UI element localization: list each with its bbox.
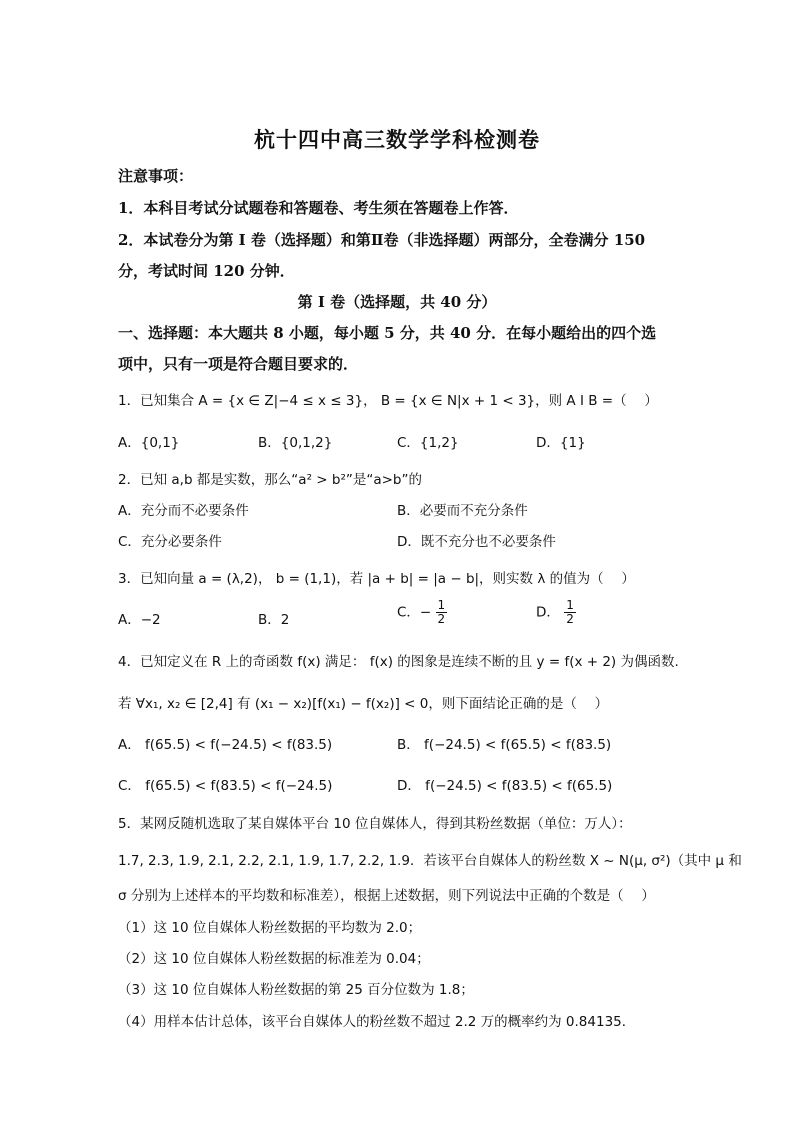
q2-option-c: C．充分必要条件 [118, 534, 222, 550]
notice-item-2b: 分，考试时间 120 分钟． [118, 262, 295, 280]
q3-option-d-fraction [564, 599, 576, 626]
q3-option-d-label: D． [536, 604, 560, 621]
section1-line1: 一、选择题：本大题共 8 小题，每小题 5 分，共 40 分．在每小题给出的四个选 [118, 324, 657, 342]
q5-line1: 5．某网反随机选取了某自媒体平台 10 位自媒体人，得到其粉丝数据（单位：万人）： [118, 816, 632, 832]
q2-stem: 2．已知 a,b 都是实数，那么“a² > b²”是“a>b”的 [118, 472, 422, 488]
q4-option-a: A． f(65.5) < f(−24.5) < f(83.5) [118, 737, 333, 753]
q4-line1: 4．已知定义在 R 上的奇函数 f(x) 满足： f(x) 的图象是连续不断的且 y = f(x + 2) 为偶函数. [118, 654, 679, 670]
q3-option-c-fraction [436, 599, 448, 626]
q5-statement-3: （3）这 10 位自媒体人粉丝数据的第 25 百分位数为 1.8； [118, 982, 474, 998]
q1-stem: 1．已知集合 A = {x ∈ Z|−4 ≤ x ≤ 3}， B = {x ∈ N|x + 1 < 3}，则 A I B =（ ） [118, 393, 658, 409]
q4-option-c: C． f(65.5) < f(83.5) < f(−24.5) [118, 778, 333, 794]
q5-line2: 1.7, 2.3, 1.9, 2.1, 2.2, 2.1, 1.9, 1.7, 2.2, 1.9．若该平台自媒体人的粉丝数 X ~ N(μ, σ²)（其中 μ 和 [118, 853, 742, 869]
q4-option-b: B． f(−24.5) < f(65.5) < f(83.5) [397, 737, 612, 753]
notice-item-1: 1．本科目考试分试题卷和答题卷、考生须在答题卷上作答． [118, 199, 519, 217]
q2-option-b: B．必要而不充分条件 [397, 503, 528, 519]
fraction-denominator: 2 [437, 612, 446, 626]
notice-heading: 注意事项： [118, 167, 194, 185]
q3-stem: 3．已知向量 a = (λ,2)， b = (1,1)，若 |a + b| = |a − b|，则实数 λ 的值为（ ） [118, 571, 635, 587]
q5-statement-2: （2）这 10 位自媒体人粉丝数据的标准差为 0.04； [118, 951, 430, 967]
q2-option-a: A．充分而不必要条件 [118, 503, 249, 519]
q5-line3: σ 分别为上述样本的平均数和标准差），根据上述数据，则下列说法中正确的个数是（ ） [118, 888, 655, 904]
q4-option-d: D． f(−24.5) < f(83.5) < f(65.5) [397, 778, 613, 794]
fraction-numerator: 1 [566, 598, 574, 612]
part1-title: 第 I 卷（选择题，共 40 分） [297, 293, 497, 311]
q2-option-d: D．既不充分也不必要条件 [397, 534, 556, 550]
notice-item-2a: 2．本试卷分为第 I 卷（选择题）和第Ⅱ卷（非选择题）两部分，全卷满分 150 [118, 231, 646, 249]
section1-line2: 项中，只有一项是符合题目要求的． [118, 355, 359, 373]
q3-option-b: B．2 [258, 612, 290, 628]
q3-option-d [536, 599, 576, 626]
q3-option-a: A．−2 [118, 612, 161, 628]
q1-option-c: C．{1,2} [397, 435, 459, 451]
q1-option-a: A．{0,1} [118, 435, 180, 451]
q3-option-c [397, 599, 447, 626]
q1-option-b: B．{0,1,2} [258, 435, 333, 451]
exam-title: 杭十四中高三数学学科检测卷 [254, 127, 540, 152]
fraction-denominator: 2 [566, 612, 574, 626]
q5-statement-4: （4）用样本估计总体，该平台自媒体人的粉丝数不超过 2.2 万的概率约为 0.84135． [118, 1014, 636, 1030]
q4-line2: 若 ∀x₁, x₂ ∈ [2,4] 有 (x₁ − x₂)[f(x₁) − f(x₂)] < 0，则下面结论正确的是（ ） [118, 696, 609, 712]
q1-option-d: D．{1} [536, 435, 586, 451]
q5-statement-1: （1）这 10 位自媒体人粉丝数据的平均数为 2.0； [118, 920, 422, 936]
q3-option-c-label: C．− [397, 604, 432, 621]
fraction-numerator: 1 [437, 598, 446, 612]
